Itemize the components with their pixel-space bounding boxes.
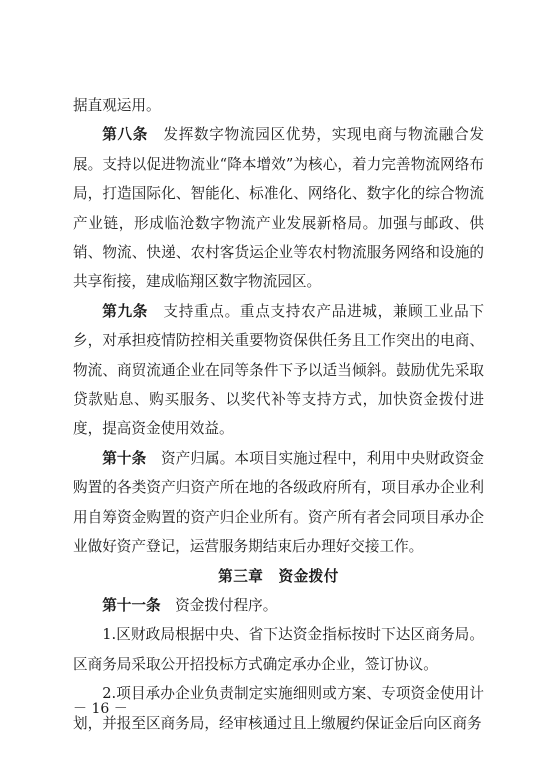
article-11-label: 第十一条: [102, 596, 161, 614]
article-9-paragraph: [73, 297, 484, 444]
article-9-label: 第九条: [102, 302, 149, 320]
article-8-paragraph: [73, 120, 484, 296]
article-10-paragraph: [73, 444, 484, 562]
page-number: － 16 －: [73, 701, 128, 717]
article-11-paragraph: [73, 591, 484, 620]
article-8-label: 第八条: [102, 126, 149, 144]
article-9-text: 支持重点。重点支持农产品进城，兼顾工业品下乡，对承担疫情防控相关重要物资保供任务且工作突出的电商、物流、商贸流通企业在同等条件下予以适当倾斜。鼓励优先采取贷款贴息、购买服务、以奖代补等支持方式，加快资金拨付进度，提高资金使用效益。: [73, 302, 484, 438]
article-10-text: 资产归属。本项目实施过程中，利用中央财政资金购置的各类资产归资产所在地的各级政府所有，项目承办企业利用自筹资金购置的资产归企业所有。资产所有者会同项目承办企业做好资产登记，运营服务期结束后办理好交接工作。: [73, 449, 484, 556]
continuation-paragraph: 据直观运用。: [73, 97, 161, 114]
item-2-paragraph: 2.项目承办企业负责制定实施细则或方案、专项资金使用计划，并报至区商务局，经审核通过且上缴履约保证金后向区商务: [73, 685, 484, 732]
document-body: [73, 91, 484, 738]
article-10-label: 第十条: [102, 449, 147, 467]
article-8-text: 发挥数字物流园区优势，实现电商与物流融合发展。支持以促进物流业“降本增效”为核心，着力完善物流网络布局，打造国际化、智能化、标准化、网络化、数字化的综合物流产业链，形成临沧数字物流产业发展新格局。加强与邮政、供销、物流、快递、农村客货运企业等农村物流服务网络和设施的共享衔接，建成临翔区数字物流园区。: [73, 126, 484, 291]
item-1-paragraph: 1.区财政局根据中央、省下达资金指标按时下达区商务局。区商务局采取公开招投标方式确定承办企业，签订协议。: [73, 626, 484, 673]
article-11-text: 资金拨付程序。: [160, 596, 278, 614]
chapter-3-heading: 第三章 资金拨付: [218, 567, 339, 585]
